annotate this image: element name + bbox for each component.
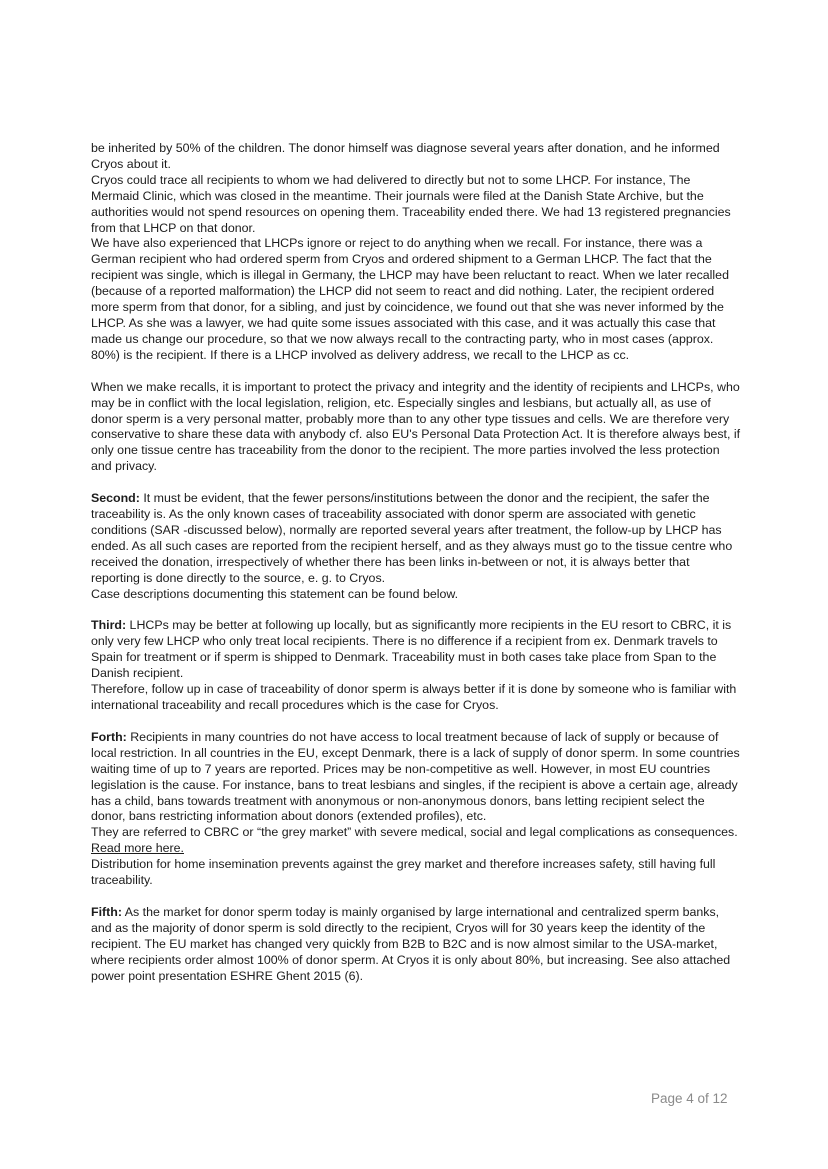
- paragraph-text: Therefore, follow up in case of traceability of donor sperm is always better if it is done by someone who is familiar with international traceability and recall procedures which is the case for Cryos.: [91, 682, 737, 712]
- section-label: Fifth:: [91, 904, 122, 919]
- paragraph-text: When we make recalls, it is important to protect the privacy and integrity and the identity of recipients and LHCPs, who may be in conflict with the local legislation, religion, etc. Especially singles and lesbians, but actually all, as use of donor sperm is a very personal matter, probably more than to any other type tissues and cells. We are therefore very conservative to share these data with anybody cf. also EU's Personal Data Protection Act. It is therefore always best, if only one tissue centre has traceability from the donor to the recipient. The more parties involved the less protection and privacy.: [91, 379, 741, 474]
- paragraph: [91, 380, 741, 475]
- paragraph: [91, 730, 741, 825]
- paragraph-text: Distribution for home insemination prevents against the grey market and therefore increases safety, still having full traceability.: [91, 857, 716, 888]
- paragraph-text: be inherited by 50% of the children. The donor himself was diagnose several years after donation, and he informed Cryos about it.: [91, 141, 720, 171]
- paragraph-text: Recipients in many countries do not have access to local treatment because of lack of supply or because of local restriction. In all countries in the EU, except Denmark, there is a lack of supply of donor sperm. In some countries waiting time of up to 7 years are reported. Prices may be non-competitive as well. However, in most EU countries legislation is the cause. For instance, bans to treat lesbians and singles, if the recipient is above a certain age, already has a child, bans towards treatment with anonymous or non-anonymous donors, bans letting recipient select the donor, bans restricting information about donors (extended profiles), etc.: [91, 729, 740, 824]
- paragraph: [91, 491, 741, 586]
- paragraph-text: Cryos could trace all recipients to whom we had delivered to directly but not to some LHCP. For instance, The Mermaid Clinic, which was closed in the meantime. Their journals were filed at the Danish State Archive, but the authorities would not spend resources on opening them. Traceability ended there. We had 13 registered pregnancies from that LHCP on that donor.: [91, 172, 731, 235]
- paragraph-text: It must be evident, that the fewer persons/institutions between the donor and the recipient, the safer the traceability is. As the only known cases of traceability associated with donor sperm are associated with genetic conditions (SAR -discussed below), normally are reported several years after treatment, the follow-up by LHCP has ended. As all such cases are reported from the recipient herself, and as they always must go to the tissue centre who received the donation, irrespectively of whether there has been links in-between or not, it is always better that reporting is done directly to the source, e. g. to Cryos.: [91, 491, 733, 585]
- section-label: Forth:: [91, 729, 127, 744]
- document-body: [91, 141, 741, 985]
- paragraph-text: As the market for donor sperm today is mainly organised by large international and centralized sperm banks, and as the majority of donor sperm is sold directly to the recipient, Cryos will for 30 years keep the identity of the recipient. The EU market has changed very quickly from B2B to B2C and is now almost similar to the USA-market, where recipients order almost 100% of donor sperm. At Cryos it is only about 80%, but increasing. See also attached power point presentation ESHRE Ghent 2015 (6).: [91, 904, 731, 983]
- paragraph-text: Case descriptions documenting this statement can be found below.: [91, 586, 459, 601]
- section-label: Second:: [91, 491, 140, 506]
- paragraph: [91, 905, 741, 985]
- page-number: Page 4 of 12: [651, 1091, 728, 1106]
- paragraph-text: We have also experienced that LHCPs ignore or reject to do anything when we recall. For instance, there was a German recipient who had ordered sperm from Cryos and ordered shipment to a German LHCP. The fact that the recipient was single, which is illegal in Germany, the LHCP may have been reluctant to react. When we later recalled (because of a reported malformation) the LHCP did not seem to react and did nothing. Later, the recipient ordered more sperm from that donor, for a sibling, and just by coincidence, we found out that she was never informed by the LHCP. As she was a lawyer, we had quite some issues associated with this case, and it was actually this case that made us change our procedure, so that we now always recall to the contracting party, who in most cases (approx. 80%) is the recipient. If there is a LHCP involved as delivery address, we recall to the LHCP as cc.: [91, 236, 729, 362]
- paragraph-gap: [91, 475, 741, 491]
- paragraph-gap: [91, 602, 741, 618]
- paragraph: [91, 857, 741, 889]
- paragraph-gap: [91, 889, 741, 905]
- paragraph-gap: [91, 714, 741, 730]
- paragraph: [91, 173, 741, 237]
- read-more-link[interactable]: Read more here.: [91, 841, 184, 856]
- paragraph-text: LHCPs may be better at following up locally, but as significantly more recipients in the EU resort to CBRC, it is only very few LHCP who only treat local recipients. There is no difference if a recipient from ex. Denmark travels to Spain for treatment or if sperm is shipped to Denmark. Traceability must in both cases take place from Span to the Danish recipient.: [91, 618, 732, 681]
- section-label: Third:: [91, 618, 127, 633]
- paragraph-gap: [91, 364, 741, 380]
- paragraph: [91, 587, 741, 603]
- paragraph-text: They are referred to CBRC or “the grey market” with severe medical, social and legal complications as consequences.: [91, 825, 738, 840]
- paragraph: [91, 141, 741, 173]
- paragraph: [91, 236, 741, 363]
- paragraph: [91, 618, 741, 682]
- paragraph: [91, 682, 741, 714]
- paragraph: [91, 825, 741, 857]
